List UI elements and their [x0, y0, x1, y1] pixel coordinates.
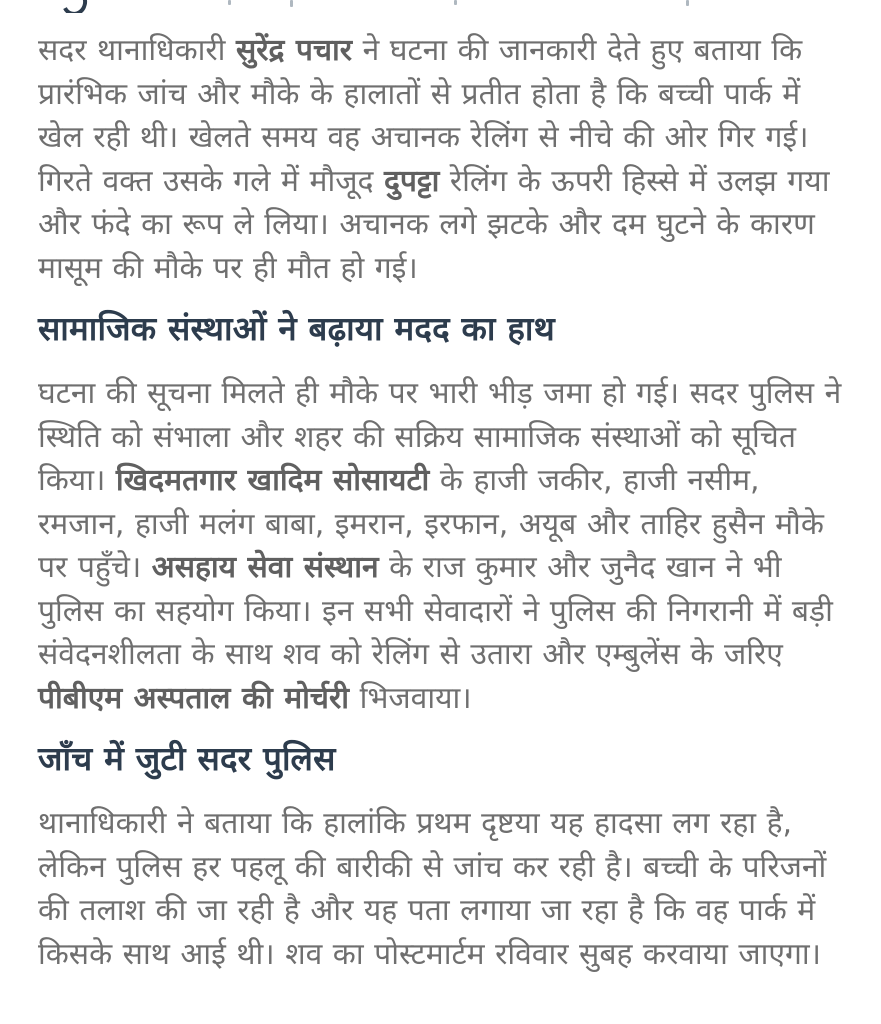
bold-text-run: पीबीएम अस्पताल की मोर्चरी	[38, 680, 350, 716]
text-run: के राज कुमार और जुनैद खान ने भी पुलिस का सहयोग किया। इन सभी सेवादारों ने पुलिस की निगरानी में बड़ी संवेदनशीलता के साथ शव को रेलिंग से उतारा और एम्बुलेंस के जरिए	[38, 550, 833, 672]
text-run: सदर थानाधिकारी	[38, 33, 236, 68]
article-section-police-investigation	[38, 736, 847, 976]
bold-text-run: असहाय सेवा संस्थान	[151, 550, 379, 585]
paragraph	[38, 29, 847, 290]
cropped-heading-remnant	[38, 0, 847, 13]
bold-text-run: खिदमतगार खादिम सोसायटी	[115, 463, 430, 498]
cropped-glyph-mark	[228, 0, 231, 5]
article-section-incident-details	[38, 29, 847, 290]
paragraph	[38, 372, 847, 720]
cropped-glyph-mark	[290, 0, 293, 7]
cropped-glyph-mark	[686, 0, 689, 6]
text-run: रेलिंग के ऊपरी हिस्से में उलझ गया और फंदे का रूप ले लिया। अचानक लगे झटके और दम घुटने के कारण मासूम की मौके पर ही मौत हो गई।	[38, 163, 830, 286]
paragraph	[38, 802, 847, 976]
bold-text-run: दुपट्टा	[383, 163, 440, 199]
text-run: ने घटना की जानकारी देते हुए बताया कि प्रारंभिक जांच और मौके के हालातों से प्रतीत होता है कि बच्ची पार्क में खेल रही थी। खेलते समय वह अचानक रेलिंग से नीचे की ओर गिर गई। गिरते वक्त उसके गले में मौजूद	[38, 33, 809, 199]
cropped-glyph-descender	[58, 0, 90, 13]
cropped-glyph-mark	[454, 0, 457, 5]
news-article	[38, 29, 847, 976]
section-heading: सामाजिक संस्थाओं ने बढ़ाया मदद का हाथ	[38, 309, 555, 348]
text-run: भिजवाया।	[349, 680, 472, 716]
text-run: थानाधिकारी ने बताया कि हालांकि प्रथम दृष्टया यह हादसा लग रहा है, लेकिन पुलिस हर पहलू की बारीकी से जांच कर रही है। बच्ची के परिजनों की तलाश की जा रही है और यह पता लगाया जा रहा है कि वह पार्क में किसके साथ आई थी। शव का पोस्टमार्टम रविवार सुबह करवाया जाएगा।	[38, 806, 827, 972]
section-heading: जाँच में जुटी सदर पुलिस	[38, 739, 336, 778]
text-run: के हाजी जकीर, हाजी नसीम, रमजान, हाजी मलंग बाबा, इमरान, इरफान, अयूब और ताहिर हुसैन मौके पर पहुँचे।	[38, 463, 824, 585]
text-run: घटना की सूचना मिलते ही मौके पर भारी भीड़ जमा हो गई। सदर पुलिस ने स्थिति को संभाला और शहर की सक्रिय सामाजिक संस्थाओं को सूचित किया।	[38, 376, 842, 498]
article-section-social-organisations-help	[38, 306, 847, 720]
bold-text-run: सुरेंद्र पचार	[235, 33, 353, 68]
